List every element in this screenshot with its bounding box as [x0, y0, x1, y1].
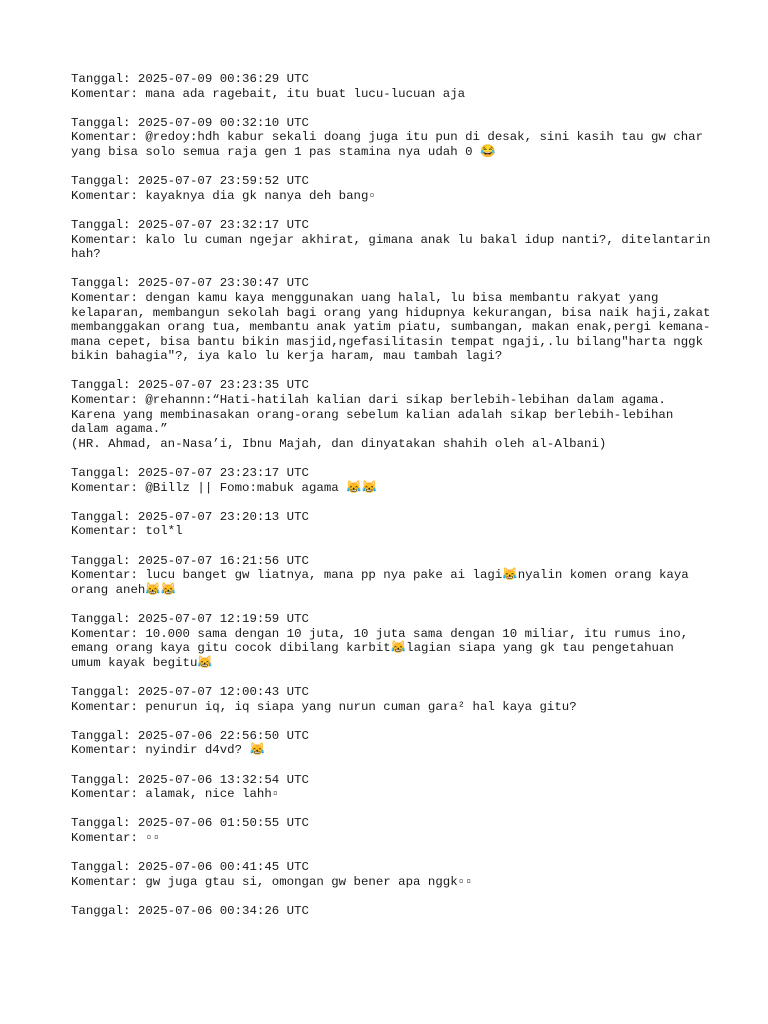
date-label: Tanggal:	[71, 466, 138, 481]
entry-comment: tol*l	[145, 524, 183, 539]
date-label: Tanggal:	[71, 72, 138, 86]
entry-date: 2025-07-07 12:00:43 UTC	[137, 684, 309, 699]
entry-date-line	[71, 816, 711, 831]
comment-label: Komentar:	[71, 568, 146, 583]
entry-comment-line	[71, 87, 711, 102]
entry-date: 2025-07-07 16:21:56 UTC	[137, 553, 309, 568]
comment-label: Komentar:	[71, 524, 146, 539]
entry-comment: 10.000 sama dengan 10 juta, 10 juta sama dengan 10 miliar, itu rumus ino, emang orang kaya gitu cocok dibilang karbit😹lagian siapa yang gk tau pengetahuan umum kayak begitu😹	[71, 626, 696, 670]
date-label: Tanggal:	[71, 553, 138, 568]
comment-entry	[71, 72, 711, 101]
comment-entry	[71, 773, 711, 802]
comment-entry	[71, 729, 711, 758]
entry-date-line	[71, 466, 711, 481]
date-label: Tanggal:	[71, 378, 138, 393]
entry-date-line	[71, 904, 711, 919]
entry-date: 2025-07-09 00:32:10 UTC	[137, 115, 309, 130]
date-label: Tanggal:	[71, 611, 138, 626]
entry-date: 2025-07-09 00:36:29 UTC	[137, 72, 309, 86]
entry-comment-line	[71, 743, 711, 758]
entry-date: 2025-07-07 23:32:17 UTC	[137, 217, 309, 232]
comment-label: Komentar:	[71, 830, 146, 845]
comment-label: Komentar:	[71, 290, 146, 305]
comment-entry	[71, 217, 718, 262]
entry-comment: @Billz || Fomo:mabuk agama 😹😹	[145, 480, 377, 495]
entry-date-line	[71, 174, 711, 189]
comment-label: Komentar:	[71, 232, 146, 247]
date-label: Tanggal:	[71, 115, 138, 130]
entry-comment-line	[71, 481, 711, 496]
entry-date-line	[71, 116, 711, 131]
entry-comment: mana ada ragebait, itu buat lucu-lucuan aja	[145, 86, 466, 101]
entry-date: 2025-07-06 00:41:45 UTC	[137, 860, 309, 875]
comment-label: Komentar:	[71, 393, 146, 408]
entry-comment-line	[71, 393, 711, 451]
date-label: Tanggal:	[71, 174, 138, 189]
comment-entry	[71, 276, 718, 364]
entry-comment-line	[71, 700, 711, 715]
entry-date-line	[71, 860, 711, 875]
comment-label: Komentar:	[71, 626, 146, 641]
date-label: Tanggal:	[71, 903, 138, 918]
entry-comment: alamak, nice lahh▫	[145, 787, 280, 802]
entry-date-line	[71, 773, 711, 788]
entry-date: 2025-07-07 23:23:35 UTC	[137, 378, 309, 393]
date-label: Tanggal:	[71, 860, 138, 875]
entry-comment: gw juga gtau si, omongan gw bener apa nggk▫▫	[145, 874, 473, 889]
entry-date-line	[71, 612, 711, 627]
comment-entry	[71, 904, 711, 919]
entry-comment: nyindir d4vd? 😹	[145, 743, 265, 758]
entry-date: 2025-07-06 13:32:54 UTC	[137, 772, 309, 787]
comment-label: Komentar:	[71, 874, 146, 889]
entry-comment-line	[71, 290, 718, 364]
entry-date: 2025-07-07 23:59:52 UTC	[137, 174, 309, 189]
entry-comment: lucu banget gw liatnya, mana pp nya pake ai lagi😹nyalin komen orang kaya orang aneh😹😹	[71, 568, 697, 597]
entry-comment-line	[71, 189, 711, 204]
comment-label: Komentar:	[71, 787, 146, 802]
entry-date: 2025-07-07 23:20:13 UTC	[137, 509, 309, 524]
comment-entry	[71, 554, 711, 598]
entry-date-line	[71, 685, 711, 700]
entry-date-line	[71, 72, 711, 87]
entry-date-line	[71, 729, 711, 744]
entry-date-line	[71, 218, 711, 233]
comment-label: Komentar:	[71, 699, 146, 714]
comment-label: Komentar:	[71, 188, 146, 203]
date-label: Tanggal:	[71, 816, 138, 831]
entry-comment: ▫▫	[145, 830, 161, 845]
comment-entry	[71, 116, 711, 160]
entry-comment: kayaknya dia gk nanya deh bang▫	[145, 188, 376, 203]
comment-entry	[71, 510, 711, 539]
entry-date-line	[71, 276, 711, 291]
entry-comment-line	[71, 831, 711, 846]
entry-date-line	[71, 554, 711, 569]
entry-comment-line	[71, 130, 711, 159]
entry-date: 2025-07-06 01:50:55 UTC	[137, 816, 309, 831]
entry-comment-line	[71, 627, 711, 671]
entry-comment: dengan kamu kaya menggunakan uang halal, lu bisa membantu rakyat yang kelaparan, membangun sekolah bagi orang yang hidupnya kekurangan, bisa naik haji,zakat membanggakan orang tua, membantu anak yatim piatu, sumbangan, makan enak,pergi kemana-mana cepet, bisa bantu bikin masjid,ngefasilitasin tempat ngaji,.lu bilang"harta nggk bikin bahagia"?, iya kalo lu kerja haram, mau tambah lagi?	[71, 290, 718, 364]
comment-log-document	[71, 72, 718, 933]
date-label: Tanggal:	[71, 276, 138, 291]
entry-comment-line	[71, 568, 711, 597]
entry-comment: @redoy:hdh kabur sekali doang juga itu pun di desak, sini kasih tau gw char yang bisa solo semua raja gen 1 pas stamina nya udah 0 😂	[71, 130, 711, 159]
entry-comment: @rehannn:“Hati-hatilah kalian dari sikap berlebih-lebihan dalam agama. Karena yang membinasakan orang-orang sebelum kalian adalah sikap berlebih-lebihan dalam agama.” (HR. Ahmad, an-Nasa’i, Ibnu Majah, dan dinyatakan shahih oleh al-Albani)	[71, 393, 674, 451]
entry-date: 2025-07-07 23:23:17 UTC	[137, 466, 309, 481]
entry-comment-line	[71, 875, 711, 890]
entry-comment: penurun iq, iq siapa yang nurun cuman gara² hal kaya gitu?	[145, 699, 577, 714]
comment-label: Komentar:	[71, 86, 146, 101]
entry-comment-line	[71, 524, 711, 539]
date-label: Tanggal:	[71, 217, 138, 232]
comment-label: Komentar:	[71, 130, 146, 145]
comment-entry	[71, 816, 711, 845]
entry-date-line	[71, 378, 711, 393]
entry-comment-line	[71, 787, 711, 802]
comment-entry	[71, 174, 711, 203]
comment-entry	[71, 860, 711, 889]
entry-date: 2025-07-06 22:56:50 UTC	[137, 728, 309, 743]
date-label: Tanggal:	[71, 772, 138, 787]
comment-entry	[71, 378, 711, 451]
entry-date-line	[71, 510, 711, 525]
date-label: Tanggal:	[71, 509, 138, 524]
entry-date: 2025-07-07 23:30:47 UTC	[137, 276, 309, 291]
entry-date: 2025-07-07 12:19:59 UTC	[137, 611, 309, 626]
comment-label: Komentar:	[71, 480, 146, 495]
entry-date: 2025-07-06 00:34:26 UTC	[137, 903, 309, 918]
comment-entry	[71, 612, 711, 670]
date-label: Tanggal:	[71, 728, 138, 743]
comment-entry	[71, 685, 711, 714]
entry-comment-line	[71, 232, 718, 262]
comment-entry	[71, 466, 711, 495]
entry-comment: kalo lu cuman ngejar akhirat, gimana anak lu bakal idup nanti?, ditelantarin hah?	[71, 232, 718, 262]
comment-label: Komentar:	[71, 743, 146, 758]
date-label: Tanggal:	[71, 684, 138, 699]
